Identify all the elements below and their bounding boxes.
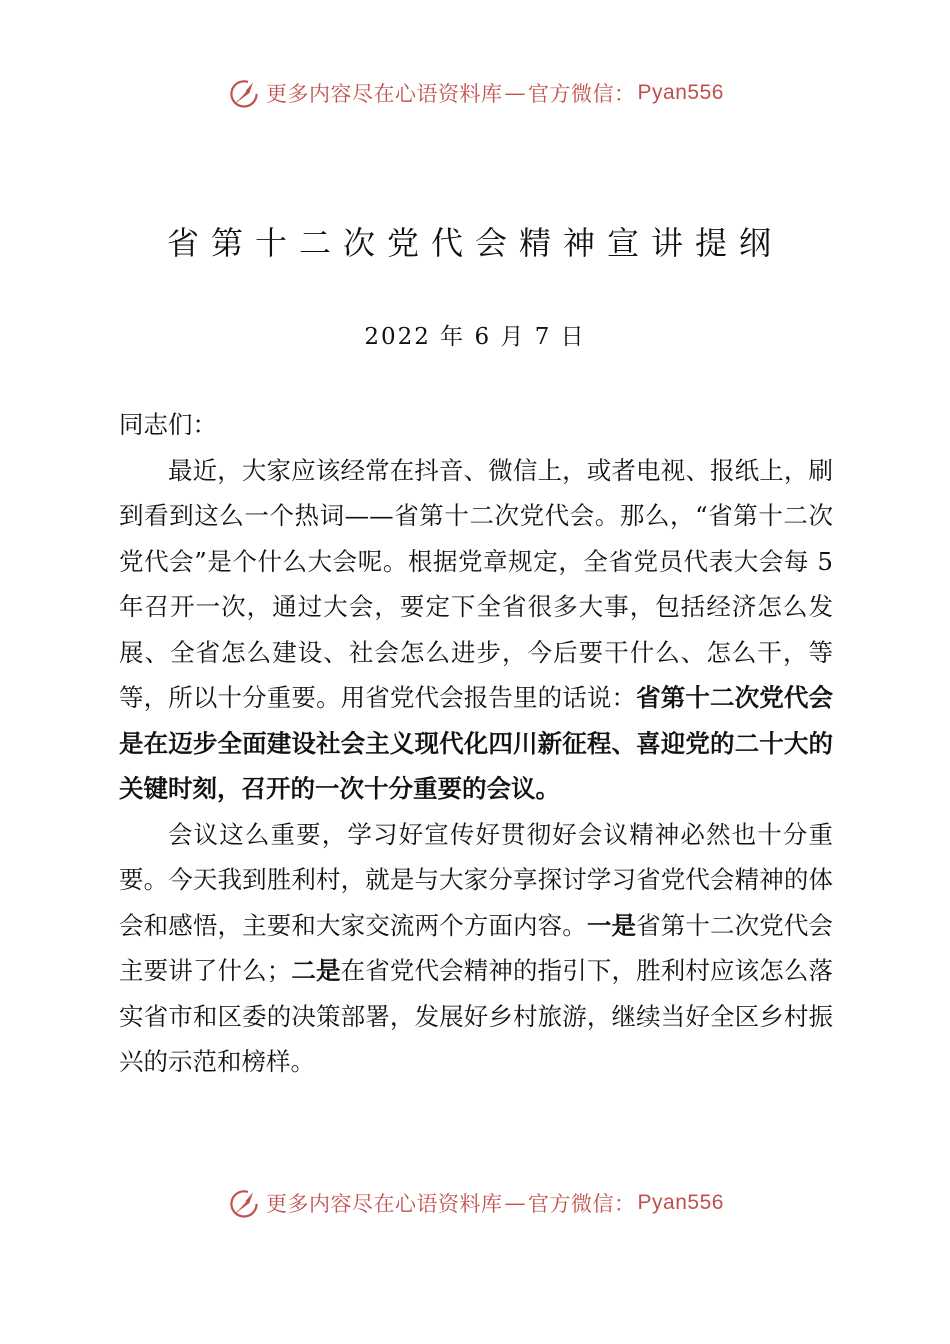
paragraph-2 [119,812,833,1085]
watermark-text: 更多内容尽在心语资料库 [266,1192,503,1216]
paragraph-2-text-1: 会议这么重要，学习好宣传好贯彻好会议精神必然也十分重要。今天我到胜利村，就是与大家分享探讨学习省党代会精神的体会和感悟，主要和大家交流两个方面内容。 [119,819,833,940]
paragraph-1-bold: 省第十二次党代会是在迈步全面建设社会主义现代化四川新征程、喜迎党的二十大的关键时刻，召开的一次十分重要的会议。 [119,683,833,803]
paragraph-1 [119,448,833,812]
paragraph-2-text-2: 省第十二次党代会主要讲了什么； [119,910,833,985]
watermark-header [0,73,950,113]
document-date: 2022 年 6 月 7 日 [364,324,586,350]
watermark-footer [0,1183,950,1223]
paragraph-2-text-3: 在省党代会精神的指引下，胜利村应该怎么落实省市和区委的决策部署，发展好乡村旅游，继续当好全区乡村振兴的示范和榜样。 [119,956,833,1076]
watermark-wechat-id: Pyan556 [637,1191,724,1214]
feather-pen-logo-icon [226,1185,262,1221]
greeting: 同志们： [119,410,217,439]
watermark-separator: — [504,81,527,105]
watermark-text: 更多内容尽在心语资料库 [266,82,503,106]
document-title: 省第十二次党代会精神宣讲提纲 [166,224,783,262]
watermark-wechat-label: 官方微信： [528,82,636,106]
document-body [119,402,833,1085]
paragraph-2-bold-1: 一是 [586,910,637,940]
watermark-wechat-label: 官方微信： [528,1192,636,1216]
watermark-separator: — [504,1191,527,1215]
paragraph-1-text: 最近，大家应该经常在抖音、微信上，或者电视、报纸上，刷到看到这么一个热词——省第十二次党代会。那么，“省第十二次党代会”是个什么大会呢。根据党章规定，全省党员代表大会每 5 年召开一次，通过大会，要定下全省很多大事，包括经济怎么发展、全省怎么建设、社会怎么进步，今后要干什么、怎么干，等等，所以十分重要。用省党代会报告里的话说： [119,455,833,712]
feather-pen-logo-icon [226,75,262,111]
paragraph-2-bold-2: 二是 [291,956,341,985]
watermark-wechat-id: Pyan556 [637,81,724,104]
